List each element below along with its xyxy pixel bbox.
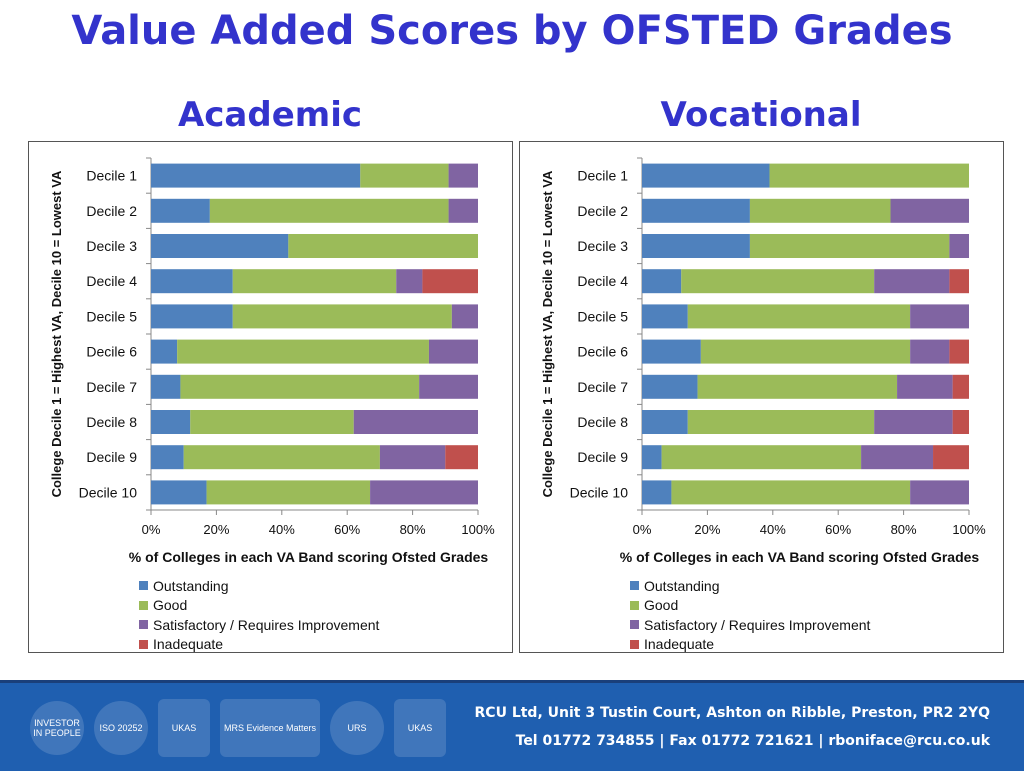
legend-swatch xyxy=(630,581,639,590)
bar-segment xyxy=(180,375,419,399)
bar-segment xyxy=(396,269,422,293)
bar-segment xyxy=(949,340,969,364)
bar-segment xyxy=(953,410,969,434)
x-axis-label: % of Colleges in each VA Band scoring Ofsted Grades xyxy=(128,549,489,565)
bar-segment xyxy=(207,480,371,504)
legend-swatch xyxy=(630,620,639,629)
bar-segment xyxy=(642,234,750,258)
academic-chart-panel xyxy=(28,141,513,653)
bar-segment xyxy=(642,445,662,469)
legend-item xyxy=(139,635,379,655)
bar-segment xyxy=(642,375,698,399)
category-label: Decile 7 xyxy=(86,378,137,395)
bar-segment xyxy=(891,199,969,223)
x-tick-label: 20% xyxy=(203,522,230,537)
legend-item xyxy=(630,635,870,655)
bar-segment xyxy=(910,340,949,364)
bar-segment xyxy=(288,234,478,258)
x-tick-label: 0% xyxy=(632,522,652,537)
category-label: Decile 9 xyxy=(577,449,628,466)
x-tick-label: 0% xyxy=(141,522,161,537)
bar-segment xyxy=(370,480,478,504)
ukas-logo-2: UKAS xyxy=(394,699,446,757)
bar-segment xyxy=(949,269,969,293)
y-axis-label: College Decile 1 = Highest VA, Decile 10 = Lowest VA xyxy=(49,170,64,498)
bar-segment xyxy=(671,480,910,504)
bar-segment xyxy=(688,304,910,328)
legend-label: Outstanding xyxy=(644,577,720,594)
bar-segment xyxy=(770,164,969,188)
legend-swatch xyxy=(139,581,148,590)
bar-segment xyxy=(177,340,429,364)
x-tick-label: 100% xyxy=(952,522,986,537)
legend-swatch xyxy=(139,620,148,629)
bar-segment xyxy=(449,164,478,188)
legend-label: Good xyxy=(153,597,188,614)
bar-segment xyxy=(151,269,233,293)
bar-segment xyxy=(233,304,452,328)
bar-segment xyxy=(151,445,184,469)
bar-segment xyxy=(642,480,671,504)
bar-segment xyxy=(701,340,910,364)
y-axis-label: College Decile 1 = Highest VA, Decile 10 = Lowest VA xyxy=(540,170,555,498)
legend-item xyxy=(630,615,870,635)
bar-segment xyxy=(642,304,688,328)
footer-contact: Tel 01772 734855 | Fax 01772 721621 | rboniface@rcu.co.uk xyxy=(515,733,990,749)
bar-segment xyxy=(698,375,897,399)
legend-item xyxy=(630,596,870,616)
accreditation-logos xyxy=(30,695,446,761)
bar-segment xyxy=(190,410,353,434)
category-label: Decile 2 xyxy=(577,202,628,219)
legend-label: Outstanding xyxy=(153,577,229,594)
footer-bar xyxy=(0,680,1024,771)
bar-segment xyxy=(151,375,180,399)
bar-segment xyxy=(449,199,478,223)
mrs-evidence-matters-logo: MRS Evidence Matters xyxy=(220,699,320,757)
legend-item xyxy=(139,615,379,635)
category-label: Decile 4 xyxy=(86,273,137,290)
legend-label: Inadequate xyxy=(153,636,224,653)
academic-legend xyxy=(139,576,379,654)
x-tick-label: 40% xyxy=(268,522,295,537)
legend-item xyxy=(139,576,379,596)
x-tick-label: 40% xyxy=(759,522,786,537)
x-tick-label: 20% xyxy=(694,522,721,537)
investor-in-people-logo: INVESTOR IN PEOPLE xyxy=(30,701,84,755)
category-label: Decile 10 xyxy=(569,484,628,501)
legend-swatch xyxy=(630,601,639,610)
bar-segment xyxy=(360,164,448,188)
legend-label: Good xyxy=(644,597,679,614)
bar-segment xyxy=(688,410,874,434)
legend-swatch xyxy=(630,640,639,649)
bar-segment xyxy=(949,234,969,258)
legend-swatch xyxy=(139,601,148,610)
vocational-chart-title: Vocational xyxy=(660,95,862,135)
bar-segment xyxy=(354,410,478,434)
iso-20252-logo: ISO 20252 xyxy=(94,701,148,755)
bar-segment xyxy=(953,375,969,399)
bar-segment xyxy=(151,164,360,188)
urs-iso-27001-logo: URS xyxy=(330,701,384,755)
bar-segment xyxy=(184,445,380,469)
bar-segment xyxy=(151,480,207,504)
category-label: Decile 3 xyxy=(577,238,628,254)
bar-segment xyxy=(445,445,478,469)
vocational-legend xyxy=(630,576,870,654)
x-tick-label: 60% xyxy=(334,522,361,537)
bar-segment xyxy=(151,340,177,364)
legend-item xyxy=(139,596,379,616)
category-label: Decile 8 xyxy=(577,414,628,430)
legend-label: Satisfactory / Requires Improvement xyxy=(644,616,871,633)
category-label: Decile 3 xyxy=(86,238,137,254)
bar-segment xyxy=(419,375,478,399)
bar-segment xyxy=(933,445,969,469)
bar-segment xyxy=(861,445,933,469)
bar-segment xyxy=(750,199,891,223)
bar-segment xyxy=(151,304,233,328)
category-label: Decile 6 xyxy=(86,343,137,360)
footer-address: RCU Ltd, Unit 3 Tustin Court, Ashton on Ribble, Preston, PR2 2YQ xyxy=(474,705,990,721)
category-label: Decile 7 xyxy=(577,378,628,395)
category-label: Decile 8 xyxy=(86,414,137,430)
bar-segment xyxy=(897,375,953,399)
category-label: Decile 4 xyxy=(577,273,628,290)
bar-segment xyxy=(874,269,949,293)
bar-segment xyxy=(380,445,445,469)
x-tick-label: 100% xyxy=(461,522,495,537)
category-label: Decile 6 xyxy=(577,343,628,360)
bar-segment xyxy=(874,410,952,434)
bar-segment xyxy=(233,269,397,293)
x-axis-label: % of Colleges in each VA Band scoring Ofsted Grades xyxy=(619,549,980,565)
legend-label: Inadequate xyxy=(644,636,715,653)
bar-segment xyxy=(642,164,770,188)
academic-chart-title: Academic xyxy=(177,95,363,135)
bar-segment xyxy=(429,340,478,364)
category-label: Decile 10 xyxy=(78,484,137,501)
x-tick-label: 60% xyxy=(825,522,852,537)
category-label: Decile 1 xyxy=(577,167,628,184)
bar-segment xyxy=(662,445,861,469)
bar-segment xyxy=(422,269,478,293)
category-label: Decile 5 xyxy=(577,308,628,325)
bar-segment xyxy=(910,304,969,328)
category-label: Decile 9 xyxy=(86,449,137,466)
bar-segment xyxy=(151,410,190,434)
bar-segment xyxy=(452,304,478,328)
bar-segment xyxy=(750,234,949,258)
bar-segment xyxy=(642,269,681,293)
category-label: Decile 5 xyxy=(86,308,137,325)
category-label: Decile 1 xyxy=(86,167,137,184)
legend-label: Satisfactory / Requires Improvement xyxy=(153,616,380,633)
bar-segment xyxy=(642,199,750,223)
legend-swatch xyxy=(139,640,148,649)
x-tick-label: 80% xyxy=(890,522,917,537)
bar-segment xyxy=(642,410,688,434)
bar-segment xyxy=(642,340,701,364)
category-label: Decile 2 xyxy=(86,202,137,219)
bar-segment xyxy=(151,199,210,223)
ukas-logo: UKAS xyxy=(158,699,210,757)
vocational-chart-panel xyxy=(519,141,1004,653)
legend-item xyxy=(630,576,870,596)
bar-segment xyxy=(151,234,288,258)
page-title: Value Added Scores by OFSTED Grades xyxy=(71,8,953,54)
bar-segment xyxy=(210,199,449,223)
bar-segment xyxy=(681,269,874,293)
x-tick-label: 80% xyxy=(399,522,426,537)
bar-segment xyxy=(910,480,969,504)
